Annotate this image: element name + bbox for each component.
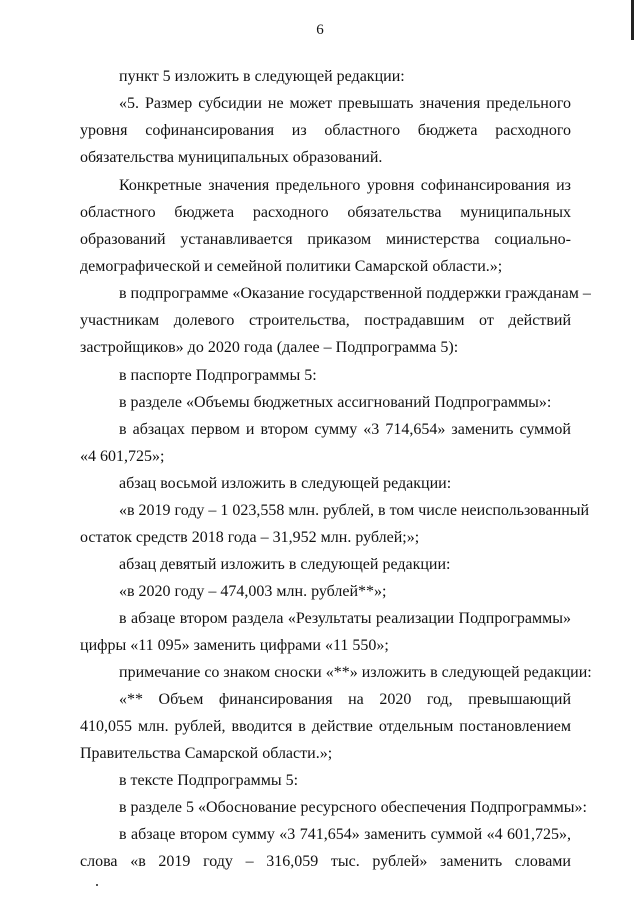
paragraph-line: образований устанавливается приказом министерства социально- — [80, 231, 571, 248]
paragraph-line: уровня софинансирования из областного бюджета расходного — [80, 122, 571, 139]
paragraph-line: цифры «11 095» заменить цифрами «11 550»; — [80, 637, 389, 654]
paragraph-line: остаток средств 2018 года – 31,952 млн. рублей;»; — [80, 529, 420, 546]
paragraph-line: демографической и семейной политики Самарской области.»; — [80, 258, 503, 275]
paragraph-line: в разделе 5 «Обоснование ресурсного обеспечения Подпрограммы»: — [119, 799, 587, 816]
paragraph-line: «5. Размер субсидии не может превышать значения предельного — [119, 95, 571, 112]
paragraph-line: слова «в 2019 году – 316,059 тыс. рублей» заменить словами — [80, 853, 571, 870]
paragraph-line: абзац девятый изложить в следующей редакции: — [119, 556, 451, 573]
paragraph-line: в разделе «Объемы бюджетных ассигнований Подпрограммы»: — [119, 394, 552, 411]
paragraph-line: «** Объем финансирования на 2020 год, превышающий — [119, 691, 571, 708]
paragraph-line: абзац восьмой изложить в следующей редакции: — [119, 475, 452, 492]
paragraph-line: примечание со знаком сноски «**» изложить в следующей редакции: — [119, 664, 592, 681]
paragraph-line: 410,055 млн. рублей, вводится в действие отдельным постановлением — [80, 718, 571, 735]
paragraph-line: Конкретные значения предельного уровня софинансирования из — [119, 177, 571, 194]
paragraph-line: областного бюджета расходного обязательства муниципальных — [80, 204, 571, 221]
paragraph-line: обязательства муниципальных образований. — [80, 149, 383, 166]
paragraph-line: в тексте Подпрограммы 5: — [119, 772, 299, 789]
page-number: 6 — [316, 22, 324, 38]
paragraph-line: в паспорте Подпрограммы 5: — [119, 367, 317, 384]
paragraph-line: в абзацах первом и втором сумму «3 714,654» заменить суммой — [119, 421, 571, 438]
paragraph-line: в подпрограмме «Оказание государственной поддержки гражданам – — [119, 285, 591, 302]
paragraph-line: в абзаце втором сумму «3 741,654» заменить суммой «4 601,725», — [119, 826, 571, 843]
scan-speck — [96, 884, 98, 886]
paragraph-line: застройщиков» до 2020 года (далее – Подпрограмма 5): — [80, 339, 459, 356]
paragraph-line: пункт 5 изложить в следующей редакции: — [119, 68, 405, 85]
paragraph-line: «4 601,725»; — [80, 448, 165, 465]
paragraph-line: Правительства Самарской области.»; — [80, 745, 333, 762]
paragraph-line: участникам долевого строительства, пострадавшим от действий — [80, 312, 571, 329]
paragraph-line: «в 2020 году – 474,003 млн. рублей**»; — [119, 583, 387, 600]
paragraph-line: в абзаце втором раздела «Результаты реализации Подпрограммы» — [119, 610, 571, 627]
paragraph-line: «в 2019 году – 1 023,558 млн. рублей, в том числе неиспользованный — [119, 502, 590, 519]
